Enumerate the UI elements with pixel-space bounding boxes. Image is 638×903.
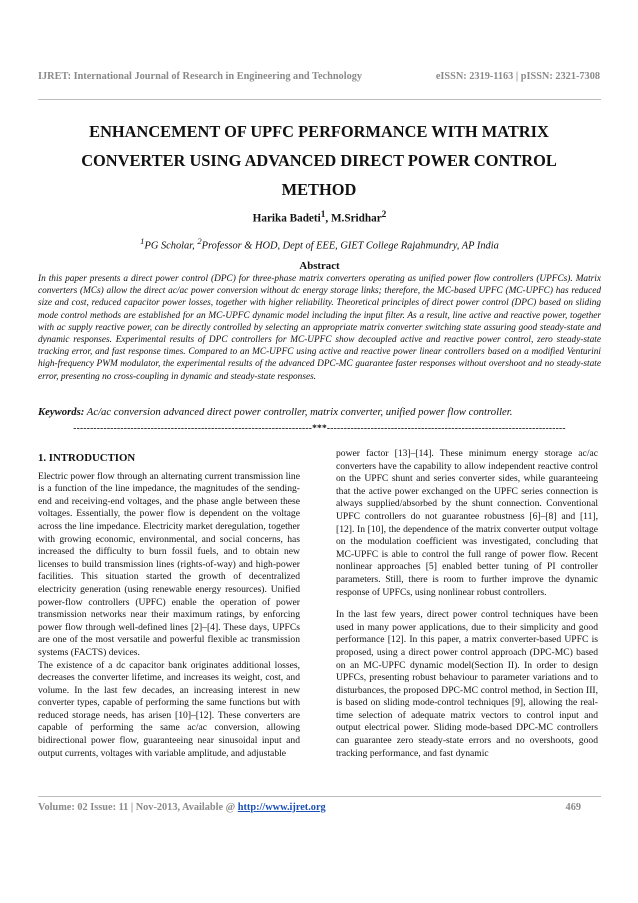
author-line	[38, 210, 601, 225]
keywords	[38, 406, 601, 418]
affiliation	[38, 236, 601, 251]
author-separator: ,	[325, 212, 331, 225]
keywords-label: Keywords:	[38, 406, 85, 418]
author-sup: 1	[320, 210, 326, 220]
author-name: Harika Badeti	[252, 212, 321, 225]
keywords-text: Ac/ac conversion advanced direct power controller, matrix converter, unified power flow controller.	[84, 406, 513, 418]
affil-text: Professor & HOD, Dept of EEE, GIET College Rajahmundry, AP India	[201, 240, 499, 252]
issn-info: eISSN: 2319-1163 | pISSN: 2321-7308	[435, 71, 600, 82]
affil-sup: 2	[197, 236, 202, 246]
affil-sup: 1	[140, 236, 145, 246]
journal-link[interactable]: http://www.ijret.org	[237, 802, 326, 813]
footer-volume: Volume: 02 Issue: 11 | Nov-2013, Available @	[38, 802, 238, 813]
abstract-text: In this paper presents a direct power control (DPC) for three-phase matrix converters operating as unified power flow controllers (UPFCs). Matrix converters (MCs) allow the direct ac/ac power conversion without dc energy storage links; therefore, the MC-based UPFC (MC-UPFC) has reduced size and cost, reduced capacitor power losses, together with higher reliability. Theoretical principles of direct power control (DPC) based on sliding mode control methods are established for an MC-UPFC dynamic model including the input filter. As a result, line active and reactive power, together with ac supply reactive power, can be directly controlled by selecting an appropriate matrix converter switching state assuring good steady-state and dynamic responses. Experimental results of DPC controllers for MC-UPFC show decoupled active and reactive power control, zero steady-state tracking error, and fast response times. Compared to an MC-UPFC using active and reactive power linear controllers based on a modified Venturini high-frequency PWM modulator, the experimental results of the advanced DPC-MC guarantee faster responses without overshoot and no steady-state error, presenting no cross-coupling in dynamic and steady-state responses.	[38, 274, 601, 382]
abstract-heading: Abstract	[299, 260, 340, 272]
section-heading: 1. INTRODUCTION	[38, 452, 136, 464]
journal-name: IJRET: International Journal of Research in Engineering and Technology	[38, 71, 363, 82]
affil-text: PG Scholar,	[144, 240, 198, 252]
body-paragraph: power factor [13]–[14]. These minimum energy storage ac/ac converters have the capability to allow independent reactive control on the UPFC shunt and series converter sides, while guaranteeing that the active power exchanged on the UPFC series connection is always supplied/absorbed by the shunt connection. Conventional UPFC controllers do not guarantee robustness [6]–[8] and [11], [12]. In [10], the dependence of the matrix converter output voltage on the modulation coefficient was investigated, concluding that MC-UPFC is able to control the full range of power flow. Recent nonlinear approaches [5] enabled better tuning of PI controller parameters. Still, there is room to further improve the dynamic response of UPFCs, using nonlinear robust controllers.	[336, 448, 598, 598]
body-paragraph: In the last few years, direct power control techniques have been used in many power applications, due to their simplicity and good performance [12]. In this paper, a matrix converter-based UPFC is proposed, using a direct power control approach (DPC-MC) based on an MC-UPFC dynamic model(Section II). In order to design UPFCs, presenting robust behaviour to parameter variations and to disturbances, the proposed DPC-MC control method, in Section III, is based on sliding mode-control techniques [9], allowing the real-time selection of adequate matrix vectors to control input and output electrical power. Sliding mode-based DPC-MC controllers can guarantee zero steady-state errors and no overshoots, good tracking performance, and fast dynamic	[336, 609, 598, 759]
body-paragraph: The existence of a dc capacitor bank originates additional losses, decreases the converter lifetime, and increases its weight, cost, and volume. In the last few decades, an increasing interest in new converter types, capable of performing the same functions but with reduced storage needs, has arisen [10]–[12]. These converters are capable of performing the same ac/ac conversion, allowing bidirectional power flow, guaranteeing near sinusoidal input and output currents, voltages with variable amplitude, and adjustable	[38, 659, 300, 759]
section-separator: -----------------------------------------------------------------------***-----------------------------------------------------------------------	[73, 424, 566, 434]
page-footer	[38, 802, 601, 813]
right-column	[336, 448, 598, 770]
left-column	[38, 448, 300, 770]
page-number: 469	[565, 802, 581, 813]
paper-title: ENHANCEMENT OF UPFC PERFORMANCE WITH MATRIX CONVERTER USING ADVANCED DIRECT POWER CONTROL METHOD	[81, 122, 557, 199]
body-paragraph: Electric power flow through an alternating current transmission line is a function of the line impedance, the magnitudes of the sending-end and receiving-end voltages, and the phase angle between these voltages. Essentially, the power flow is dependent on the voltage across the line impedance. Electricity market deregulation, together with growing economic, environmental, and social concerns, has increased the difficulty to burn fossil fuels, and to obtain new licenses to build transmission lines (rights-of-way) and high-power facilities. This situation started the growth of decentralized electricity generation (using renewable energy resources). Unified power-flow controllers (UPFC) enable the operation of power transmission networks near their maximum ratings, by enforcing power flow through well-defined lines [2]–[4]. These days, UPFCs are one of the most versatile and powerful flexible ac transmission systems (FACTS) devices.	[38, 470, 300, 658]
header-rule	[38, 99, 601, 100]
author-name: M.Sridhar	[331, 212, 382, 225]
journal-header	[38, 71, 600, 82]
author-sup: 2	[381, 210, 387, 220]
footer-rule	[38, 796, 601, 797]
